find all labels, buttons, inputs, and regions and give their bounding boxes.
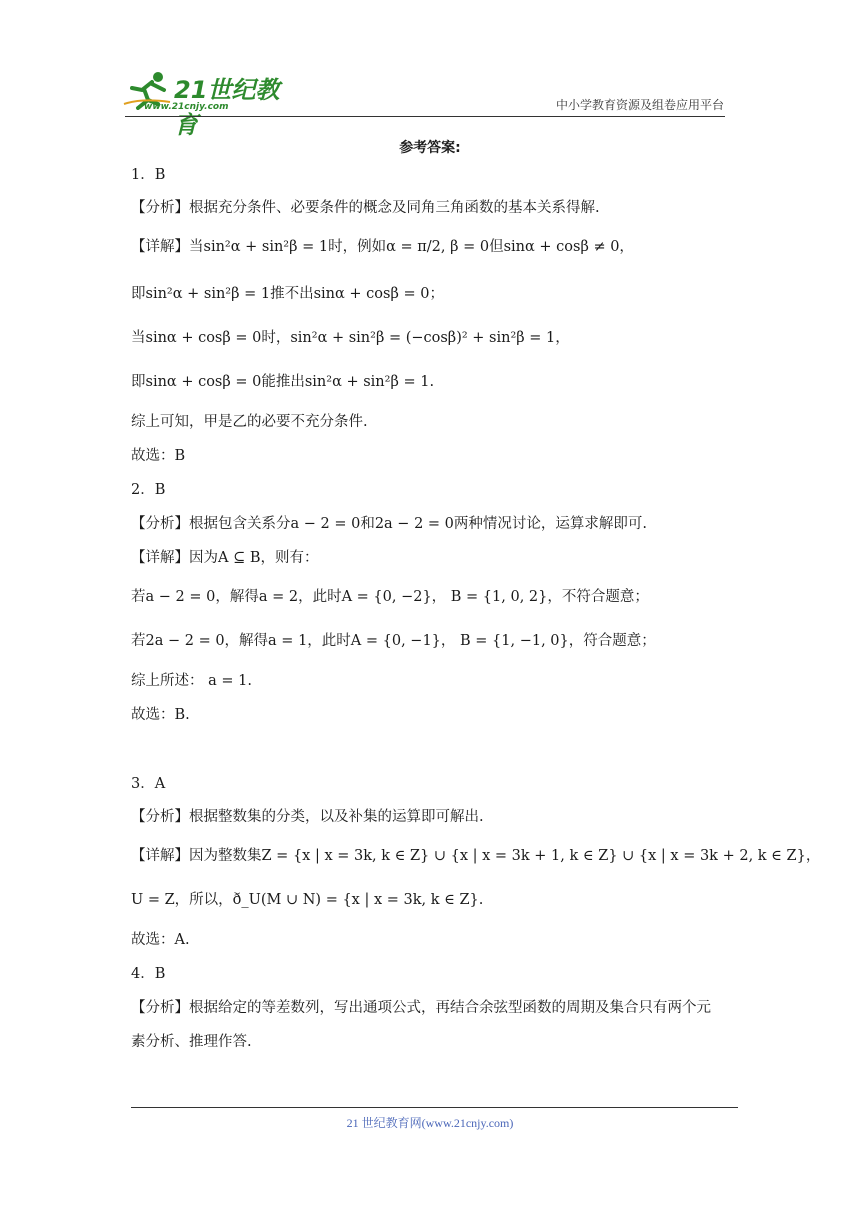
logo-text: 21世纪教育 [174,76,280,139]
detail-1-line-3: 当sinα + cosβ = 0时，sin²α + sin²β = (−cosβ)² + sin²β = 1， [131,330,570,346]
choice-1: 故选：B [131,448,186,464]
answer-1: 1．B [131,167,166,183]
choice-2: 故选：B. [131,707,190,723]
detail-3-line-2: U = Z，所以，ð_U(M ∪ N) = {x | x = 3k, k ∈ Z}. [131,892,484,908]
page-title: 参考答案: [399,140,461,156]
detail-3-line-1: 【详解】因为整数集Z = {x | x = 3k, k ∈ Z} ∪ {x | x = 3k + 1, k ∈ Z} ∪ {x | x = 3k + 2, k ∈ Z}， [131,848,821,864]
detail-2-line-2: 若a − 2 = 0，解得a = 2，此时A = {0, −2}， B = {1, 0, 2}，不符合题意； [131,589,649,605]
analysis-2: 【分析】根据包含关系分a − 2 = 0和2a − 2 = 0两种情况讨论，运算求解即可. [131,516,647,532]
detail-2-line-3: 若2a − 2 = 0，解得a = 1，此时A = {0, −1}， B = {1, −1, 0}，符合题意； [131,633,656,649]
analysis-4-line-2: 素分析、推理作答. [131,1034,252,1050]
detail-1-line-4: 即sinα + cosβ = 0能推出sin²α + sin²β = 1. [131,374,435,390]
answer-2: 2．B [131,482,166,498]
detail-1-line-1-text: 【详解】当sin²α + sin²β = 1时，例如α = π/2, β = 0但sinα + cosβ ≠ 0， [131,239,634,255]
answer-4: 4．B [131,966,166,982]
detail-1-line-1 [131,236,634,258]
choice-3: 故选：A. [131,932,190,948]
conclusion-1: 综上可知，甲是乙的必要不充分条件. [131,414,368,430]
analysis-4-line-1: 【分析】根据给定的等差数列，写出通项公式，再结合余弦型函数的周期及集合只有两个元 [131,1000,711,1016]
analysis-3: 【分析】根据整数集的分类，以及补集的运算即可解出. [131,809,484,825]
answer-3: 3．A [131,776,166,792]
analysis-1 [131,197,600,219]
site-logo [122,62,292,139]
footer-divider [131,1107,738,1108]
conclusion-2: 综上所述： a = 1. [131,673,252,689]
detail-1-line-2: 即sin²α + sin²β = 1推不出sinα + cosβ = 0； [131,286,444,302]
header-divider [125,116,725,117]
analysis-1-text: 【分析】根据充分条件、必要条件的概念及同角三角函数的基本关系得解. [131,200,600,216]
logo-url: www.21cnjy.com [144,102,229,112]
footer-link[interactable]: 21 世纪教育网(www.21cnjy.com) [346,1116,514,1130]
detail-2-line-1: 【详解】因为A ⊆ B，则有： [131,550,319,566]
platform-label: 中小学教育资源及组卷应用平台 [555,98,724,112]
